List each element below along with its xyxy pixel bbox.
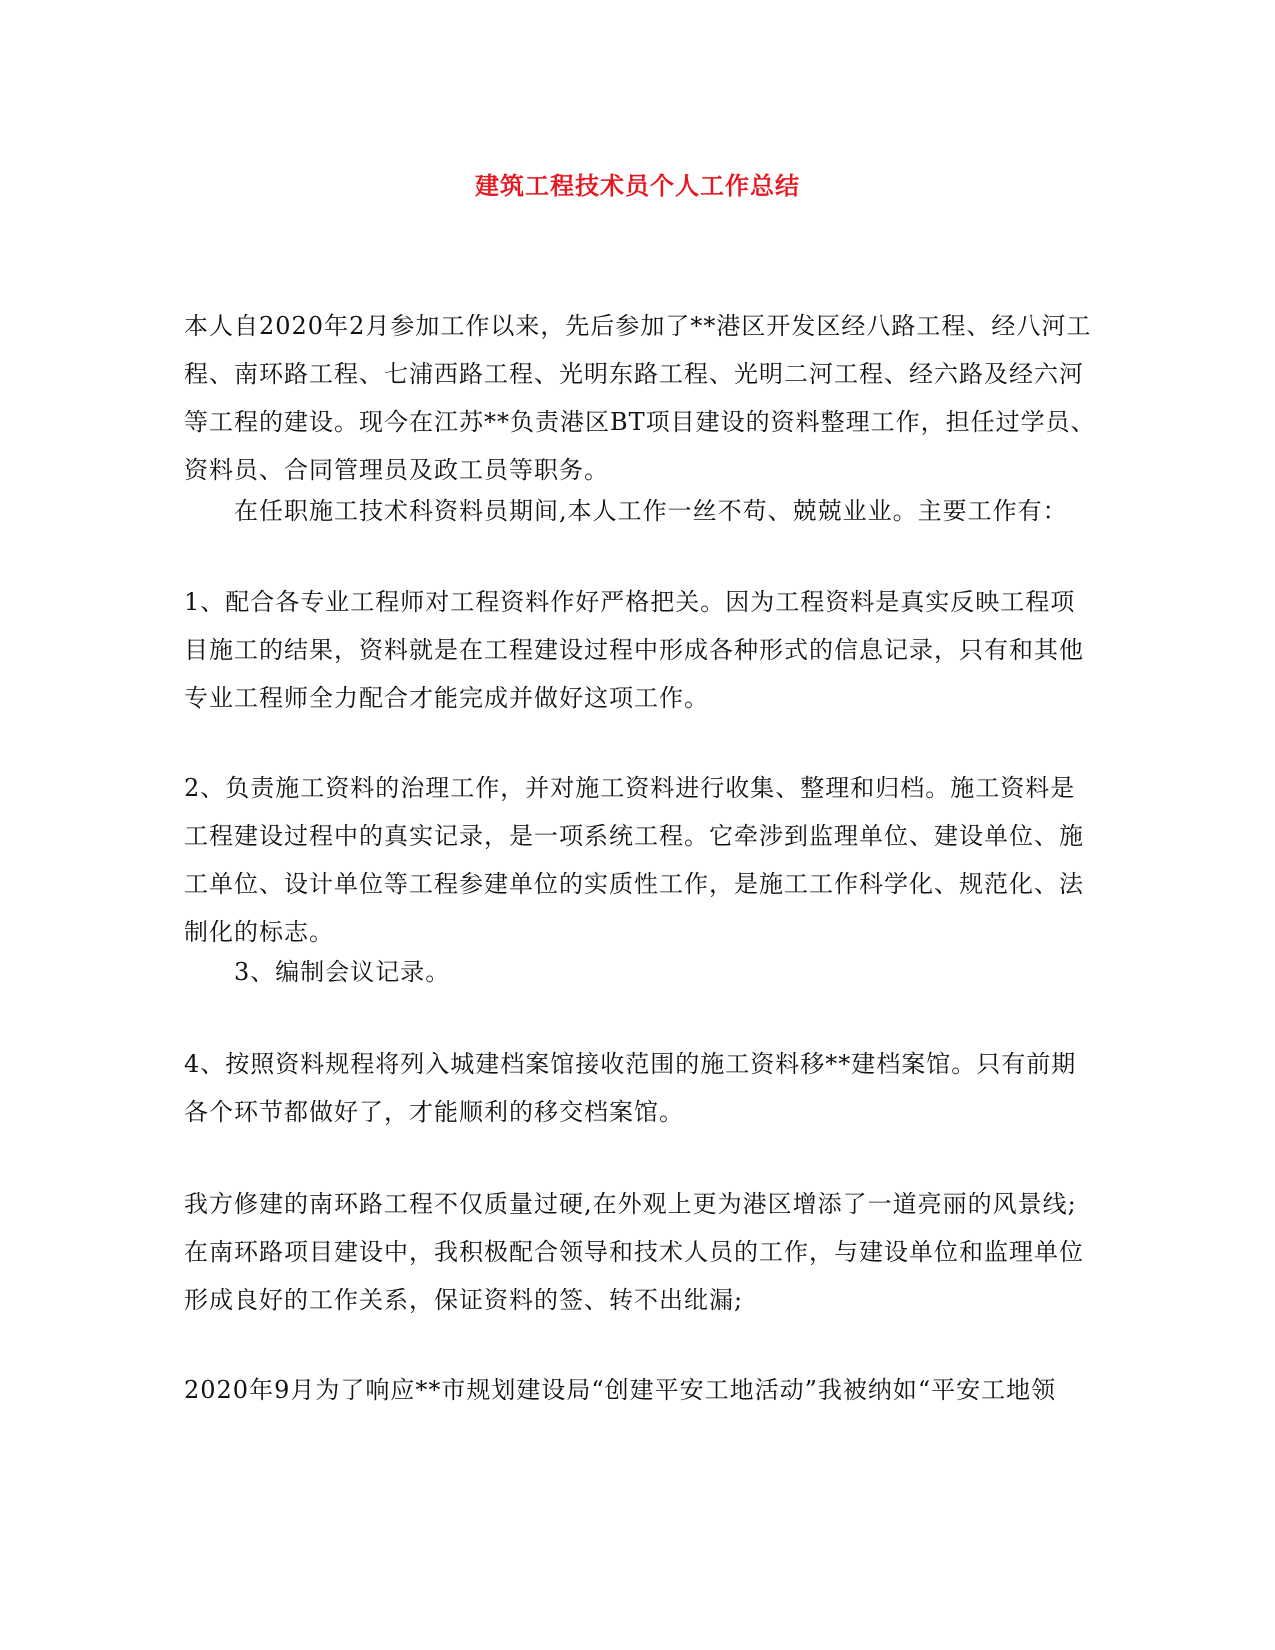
text-line: 在南环路项目建设中，我积极配合领导和技术人员的工作，与建设单位和监理单位 [184, 1238, 1084, 1266]
text-line: 我方修建的南环路工程不仅质量过硬,在外观上更为港区增添了一道亮丽的风景线; [184, 1190, 1077, 1218]
text-line: 工程建设过程中的真实记录，是一项系统工程。它牵涉到监理单位、建设单位、施 [184, 822, 1084, 850]
paragraph-item-2 [184, 764, 1084, 956]
paragraph-item-1 [184, 578, 1084, 722]
text-line: 形成良好的工作关系，保证资料的签、转不出纰漏; [184, 1286, 744, 1314]
text-line: 各个环节都做好了，才能顺利的移交档案馆。 [184, 1098, 684, 1126]
text-line: 专业工程师全力配合才能完成并做好这项工作。 [184, 684, 709, 712]
text-line: 本人自2020年2月参加工作以来，先后参加了**港区开发区经八路工程、经八河工 [184, 312, 1092, 340]
text-line: 在任职施工技术科资料员期间,本人工作一丝不苟、兢兢业业。主要工作有： [234, 497, 1068, 525]
text-line: 资料员、合同管理员及政工员等职务。 [184, 456, 609, 484]
paragraph-south-ring-road [184, 1180, 1084, 1324]
text-line: 2、负责施工资料的治理工作，并对施工资料进行收集、整理和归档。施工资料是 [184, 774, 1076, 802]
text-line: 等工程的建设。现今在江苏**负责港区BT项目建设的资料整理工作，担任过学员、 [184, 408, 1096, 436]
text-line: 4、按照资料规程将列入城建档案馆接收范围的施工资料移**建档案馆。只有前期 [184, 1050, 1077, 1078]
text-line: 3、编制会议记录。 [234, 958, 451, 986]
text-line: 目施工的结果，资料就是在工程建设过程中形成各种形式的信息记录，只有和其他 [184, 636, 1084, 664]
text-line: 工单位、设计单位等工程参建单位的实质性工作，是施工工作科学化、规范化、法 [184, 870, 1084, 898]
paragraph-safety-site [184, 1366, 1084, 1414]
paragraph-item-4 [184, 1040, 1084, 1136]
text-line: 制化的标志。 [184, 918, 334, 946]
paragraph-duties-intro [184, 487, 1084, 535]
paragraph-intro [184, 302, 1096, 494]
text-line: 程、南环路工程、七浦西路工程、光明东路工程、光明二河工程、经六路及经六河 [184, 360, 1084, 388]
document-title: 建筑工程技术员个人工作总结 [475, 172, 800, 200]
text-line: 1、配合各专业工程师对工程资料作好严格把关。因为工程资料是真实反映工程项 [184, 588, 1076, 616]
paragraph-item-3 [184, 948, 1084, 996]
text-line: 2020年9月为了响应**市规划建设局“创建平安工地活动”我被纳如“平安工地领 [184, 1376, 1057, 1404]
